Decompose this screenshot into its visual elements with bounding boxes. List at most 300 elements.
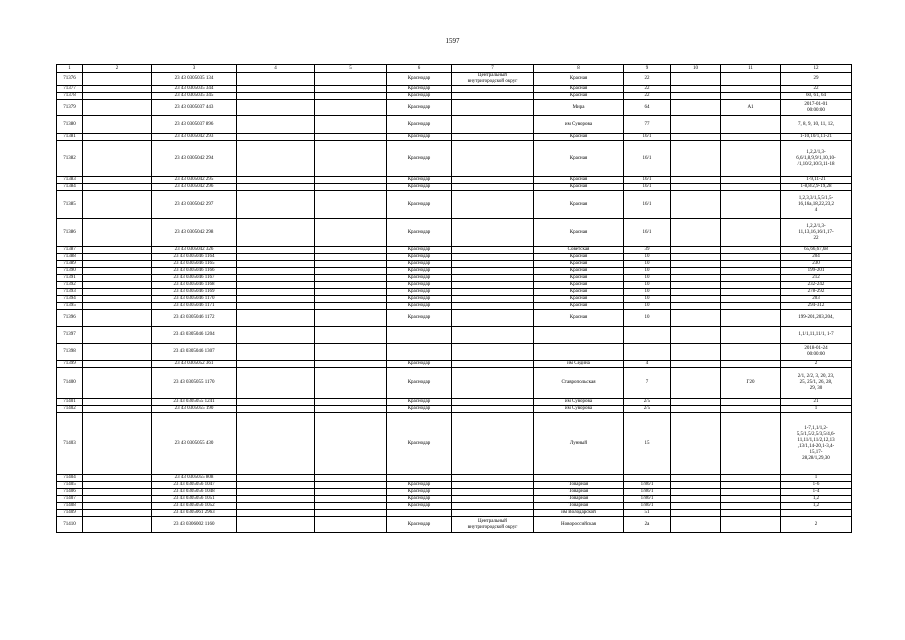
table-cell bbox=[237, 503, 315, 510]
column-header: 5 bbox=[315, 65, 387, 73]
table-cell bbox=[315, 73, 387, 86]
table-cell bbox=[315, 191, 387, 219]
table-cell: Краснодар bbox=[387, 134, 452, 141]
table-cell bbox=[721, 191, 781, 219]
table-cell: 1,2 bbox=[781, 496, 852, 503]
table-cell: Краснодар bbox=[387, 116, 452, 134]
table-cell bbox=[452, 219, 534, 247]
table-cell: 2 bbox=[781, 361, 852, 368]
table-row bbox=[57, 489, 852, 496]
table-cell bbox=[781, 510, 852, 517]
table-cell bbox=[237, 413, 315, 475]
table-cell bbox=[83, 475, 152, 482]
table-cell: 15 bbox=[624, 413, 671, 475]
table-cell: 1,2,2/1,3- 11,13,16,16/1,17- 22 bbox=[781, 219, 852, 247]
table-cell bbox=[315, 100, 387, 116]
table-cell: 65,66,67,68 bbox=[781, 247, 852, 254]
table-row bbox=[57, 184, 852, 191]
column-header: 1 bbox=[57, 65, 83, 73]
table-cell bbox=[83, 100, 152, 116]
table-cell bbox=[452, 86, 534, 93]
table-cell: 10 bbox=[624, 268, 671, 275]
column-header: 10 bbox=[671, 65, 721, 73]
table-cell: Краснодар bbox=[387, 406, 452, 413]
table-cell bbox=[671, 100, 721, 116]
table-cell: 71385 bbox=[57, 191, 83, 219]
table-cell: 23 43 0305046 1167 bbox=[152, 275, 237, 282]
table-cell bbox=[83, 73, 152, 86]
table-cell: Краснодар bbox=[387, 275, 452, 282]
table-cell: 16/1 bbox=[624, 184, 671, 191]
table-cell: 23 43 0305035 345 bbox=[152, 93, 237, 100]
table-cell: 10 bbox=[624, 310, 671, 327]
table-cell bbox=[237, 86, 315, 93]
table-cell: 4 bbox=[624, 361, 671, 368]
table-cell: 1-4 bbox=[781, 489, 852, 496]
table-cell: 294-312 bbox=[781, 303, 852, 310]
table-cell: Красная bbox=[534, 93, 624, 100]
table-cell bbox=[237, 100, 315, 116]
table-cell bbox=[671, 296, 721, 303]
table-row bbox=[57, 86, 852, 93]
table-cell bbox=[315, 368, 387, 399]
table-cell: Краснодар bbox=[387, 517, 452, 533]
table-cell bbox=[671, 406, 721, 413]
table-cell: 71393 bbox=[57, 289, 83, 296]
table-cell: 23 43 0305046 1204 bbox=[152, 327, 237, 344]
table-cell: 71396 bbox=[57, 310, 83, 327]
table-cell: Мира bbox=[534, 100, 624, 116]
table-cell: 71395 bbox=[57, 303, 83, 310]
table-cell bbox=[721, 327, 781, 344]
table-cell bbox=[452, 503, 534, 510]
table-cell bbox=[452, 141, 534, 177]
table-cell bbox=[315, 413, 387, 475]
table-row bbox=[57, 510, 852, 517]
table-cell bbox=[237, 489, 315, 496]
table-cell bbox=[721, 503, 781, 510]
table-cell: 16/1 bbox=[624, 191, 671, 219]
table-cell bbox=[83, 517, 152, 533]
table-cell: 203 bbox=[781, 296, 852, 303]
table-cell: 71397 bbox=[57, 327, 83, 344]
table-cell bbox=[721, 86, 781, 93]
table-cell: А1 bbox=[721, 100, 781, 116]
table-cell: 1/86/1 bbox=[624, 482, 671, 489]
table-cell: Красная bbox=[534, 310, 624, 327]
table-cell: 64 bbox=[624, 100, 671, 116]
table-cell: 71398 bbox=[57, 344, 83, 361]
table-cell bbox=[721, 517, 781, 533]
table-cell bbox=[721, 361, 781, 368]
table-cell bbox=[83, 219, 152, 247]
table-cell: им Суворова bbox=[534, 116, 624, 134]
table-row bbox=[57, 100, 852, 116]
table-cell: 23 43 0305056 1048 bbox=[152, 489, 237, 496]
table-cell bbox=[237, 219, 315, 247]
table-cell: 278-292 bbox=[781, 289, 852, 296]
table-cell bbox=[237, 303, 315, 310]
table-cell bbox=[721, 406, 781, 413]
table-cell bbox=[671, 413, 721, 475]
table-cell: 71379 bbox=[57, 100, 83, 116]
table-cell bbox=[452, 344, 534, 361]
table-cell: 71384 bbox=[57, 184, 83, 191]
table-cell: 77 bbox=[624, 116, 671, 134]
table-cell bbox=[671, 134, 721, 141]
table-cell bbox=[721, 177, 781, 184]
table-cell bbox=[387, 327, 452, 344]
table-cell: 23 43 0305042 297 bbox=[152, 191, 237, 219]
table-cell: 51 bbox=[624, 510, 671, 517]
table-row bbox=[57, 406, 852, 413]
table-cell bbox=[83, 344, 152, 361]
table-cell bbox=[452, 496, 534, 503]
table-cell bbox=[237, 184, 315, 191]
table-cell bbox=[721, 275, 781, 282]
table-cell: 71388 bbox=[57, 254, 83, 261]
table-cell: Красная bbox=[534, 261, 624, 268]
table-cell: 71405 bbox=[57, 482, 83, 489]
table-cell bbox=[315, 406, 387, 413]
table-cell: 1-8,8/2,9-19,28 bbox=[781, 184, 852, 191]
column-header: 3 bbox=[152, 65, 237, 73]
table-cell: 23 43 0305052 361 bbox=[152, 361, 237, 368]
table-cell bbox=[671, 310, 721, 327]
table-cell bbox=[237, 482, 315, 489]
column-header: 2 bbox=[83, 65, 152, 73]
table-row bbox=[57, 296, 852, 303]
table-cell: 71376 bbox=[57, 73, 83, 86]
table-cell bbox=[83, 399, 152, 406]
table-cell bbox=[315, 93, 387, 100]
table-cell bbox=[534, 327, 624, 344]
table-cell: 22 bbox=[624, 73, 671, 86]
table-cell: 10 bbox=[624, 282, 671, 289]
table-row bbox=[57, 482, 852, 489]
table-cell: 1/86/1 bbox=[624, 496, 671, 503]
table-cell bbox=[237, 517, 315, 533]
table-cell: Красная bbox=[534, 296, 624, 303]
table-row bbox=[57, 268, 852, 275]
table-cell: 10 bbox=[624, 254, 671, 261]
table-cell: Центральный внутригородской округ bbox=[452, 517, 534, 533]
table-cell: Краснодар bbox=[387, 503, 452, 510]
table-cell bbox=[671, 482, 721, 489]
table-cell: 1 bbox=[781, 475, 852, 482]
table-cell bbox=[452, 406, 534, 413]
table-cell bbox=[315, 296, 387, 303]
table-cell: 23 43 0305035 344 bbox=[152, 86, 237, 93]
table-cell bbox=[452, 93, 534, 100]
table-cell: 71377 bbox=[57, 86, 83, 93]
table-cell: 71392 bbox=[57, 282, 83, 289]
table-cell bbox=[671, 86, 721, 93]
table-cell bbox=[83, 289, 152, 296]
table-cell: 16/1 bbox=[624, 141, 671, 177]
table-cell bbox=[315, 247, 387, 254]
table-cell: 23 43 0305046 1169 bbox=[152, 289, 237, 296]
table-cell bbox=[315, 289, 387, 296]
table-cell bbox=[452, 184, 534, 191]
table-cell: 21 bbox=[781, 399, 852, 406]
table-cell: Краснодар bbox=[387, 268, 452, 275]
table-cell bbox=[83, 406, 152, 413]
table-cell: Красная bbox=[534, 191, 624, 219]
table-cell bbox=[721, 413, 781, 475]
table-cell: 71391 bbox=[57, 275, 83, 282]
table-cell bbox=[721, 310, 781, 327]
table-cell bbox=[721, 134, 781, 141]
table-cell: Краснодар bbox=[387, 496, 452, 503]
table-row bbox=[57, 116, 852, 134]
table-cell: 10 bbox=[624, 289, 671, 296]
table-cell: 23 43 0305056 1051 bbox=[152, 496, 237, 503]
table-cell: 22 bbox=[781, 86, 852, 93]
table-row bbox=[57, 289, 852, 296]
table-cell: Товарная bbox=[534, 503, 624, 510]
table-cell bbox=[315, 116, 387, 134]
table-cell bbox=[452, 100, 534, 116]
table-cell bbox=[315, 261, 387, 268]
table-cell: 23 43 0305046 1168 bbox=[152, 282, 237, 289]
table-cell: Краснодар bbox=[387, 282, 452, 289]
table-cell bbox=[721, 482, 781, 489]
table-cell bbox=[315, 254, 387, 261]
table-cell: 23 43 0305055 1241 bbox=[152, 399, 237, 406]
table-cell: 71406 bbox=[57, 489, 83, 496]
table-cell bbox=[315, 475, 387, 482]
table-row bbox=[57, 219, 852, 247]
table-row bbox=[57, 275, 852, 282]
table-cell: 29 bbox=[781, 73, 852, 86]
table-cell: им Седина bbox=[534, 361, 624, 368]
table-cell: 71394 bbox=[57, 296, 83, 303]
table-cell bbox=[671, 184, 721, 191]
table-cell bbox=[671, 191, 721, 219]
table-cell bbox=[452, 368, 534, 399]
table-cell bbox=[315, 510, 387, 517]
table-cell bbox=[671, 475, 721, 482]
table-cell: Краснодар bbox=[387, 310, 452, 327]
table-row bbox=[57, 261, 852, 268]
table-cell: Краснодар bbox=[387, 141, 452, 177]
table-cell: 1,2 bbox=[781, 503, 852, 510]
table-cell: Ставропольская bbox=[534, 368, 624, 399]
table-cell: Краснодар bbox=[387, 254, 452, 261]
table-row bbox=[57, 368, 852, 399]
table-cell bbox=[83, 510, 152, 517]
table-cell bbox=[671, 517, 721, 533]
table-cell: 10 bbox=[624, 275, 671, 282]
table-cell: 22 bbox=[624, 86, 671, 93]
table-cell: Красная bbox=[534, 303, 624, 310]
table-cell bbox=[452, 489, 534, 496]
table-row bbox=[57, 517, 852, 533]
table-cell bbox=[83, 361, 152, 368]
table-cell bbox=[452, 475, 534, 482]
table-cell: 199-201 bbox=[781, 268, 852, 275]
table-cell bbox=[83, 141, 152, 177]
table-cell: 1,1/1,11,11/1, 1-7 bbox=[781, 327, 852, 344]
registry-table bbox=[56, 64, 852, 533]
table-cell bbox=[671, 361, 721, 368]
table-cell bbox=[721, 268, 781, 275]
table-cell bbox=[237, 296, 315, 303]
table-cell bbox=[237, 310, 315, 327]
table-cell: 1 bbox=[781, 406, 852, 413]
table-cell bbox=[387, 344, 452, 361]
table-cell bbox=[237, 368, 315, 399]
table-cell: 23 43 0305046 1171 bbox=[152, 303, 237, 310]
table-cell bbox=[315, 219, 387, 247]
table-cell bbox=[315, 184, 387, 191]
table-cell bbox=[721, 219, 781, 247]
table-body bbox=[57, 73, 852, 533]
table-cell: Краснодар bbox=[387, 73, 452, 86]
table-cell: 199-201,203,204, bbox=[781, 310, 852, 327]
table-cell: Красная bbox=[534, 73, 624, 86]
table-row bbox=[57, 254, 852, 261]
header-row bbox=[57, 65, 852, 73]
table-cell bbox=[721, 475, 781, 482]
table-cell: 71407 bbox=[57, 496, 83, 503]
table-cell: Краснодар bbox=[387, 100, 452, 116]
table-cell: Красная bbox=[534, 141, 624, 177]
table-cell bbox=[452, 247, 534, 254]
table-cell bbox=[315, 496, 387, 503]
table-cell: 1/86/1 bbox=[624, 503, 671, 510]
table-row bbox=[57, 399, 852, 406]
table-cell: 23 43 0305042 294 bbox=[152, 141, 237, 177]
table-cell bbox=[721, 399, 781, 406]
table-cell bbox=[452, 268, 534, 275]
table-cell bbox=[721, 289, 781, 296]
table-cell: 2/1, 2/2, 3, 20, 23, 25, 25/1, 26, 28, 29, 30 bbox=[781, 368, 852, 399]
table-cell: 23 43 0305046 1166 bbox=[152, 268, 237, 275]
table-row bbox=[57, 344, 852, 361]
table-cell: Товарная bbox=[534, 496, 624, 503]
column-header: 4 bbox=[237, 65, 315, 73]
table-cell bbox=[671, 219, 721, 247]
table-cell: Красная bbox=[534, 289, 624, 296]
table-cell bbox=[315, 503, 387, 510]
table-row bbox=[57, 177, 852, 184]
table-cell bbox=[237, 247, 315, 254]
table-cell bbox=[671, 489, 721, 496]
table-cell bbox=[315, 489, 387, 496]
table-cell bbox=[237, 261, 315, 268]
column-header: 12 bbox=[781, 65, 852, 73]
table-cell: им Суворова bbox=[534, 399, 624, 406]
table-cell bbox=[721, 116, 781, 134]
table-cell: Краснодар bbox=[387, 289, 452, 296]
table-cell bbox=[237, 141, 315, 177]
table-cell bbox=[237, 406, 315, 413]
table-cell: 23 43 0305042 295 bbox=[152, 177, 237, 184]
column-header: 7 bbox=[452, 65, 534, 73]
table-cell bbox=[624, 344, 671, 361]
table-cell bbox=[83, 116, 152, 134]
table-cell: Красная bbox=[534, 282, 624, 289]
table-cell bbox=[315, 268, 387, 275]
table-cell bbox=[721, 184, 781, 191]
table-cell: Краснодар bbox=[387, 219, 452, 247]
table-cell: 71382 bbox=[57, 141, 83, 177]
table-cell bbox=[721, 296, 781, 303]
table-cell: Красная bbox=[534, 184, 624, 191]
table-cell: Краснодар bbox=[387, 247, 452, 254]
table-cell: Краснодар bbox=[387, 413, 452, 475]
table-cell: 71404 bbox=[57, 475, 83, 482]
table-cell bbox=[237, 268, 315, 275]
table-cell: Красная bbox=[534, 275, 624, 282]
table-cell: 16/1 bbox=[624, 177, 671, 184]
table-cell: 71403 bbox=[57, 413, 83, 475]
table-cell bbox=[315, 482, 387, 489]
table-cell bbox=[83, 275, 152, 282]
table-cell bbox=[237, 510, 315, 517]
table-cell bbox=[721, 73, 781, 86]
table-cell: 71390 bbox=[57, 268, 83, 275]
table-cell bbox=[237, 282, 315, 289]
table-cell bbox=[452, 413, 534, 475]
table-cell: 39 bbox=[624, 247, 671, 254]
page-number: 1597 bbox=[445, 37, 460, 45]
table-cell: 1,2,2/1,3- 6,6/1,8,9,9/1,10,10- /1,10/2,10/3,11-18 bbox=[781, 141, 852, 177]
table-cell bbox=[452, 399, 534, 406]
table-cell bbox=[721, 282, 781, 289]
table-cell: 1/86/1 bbox=[624, 489, 671, 496]
table-cell bbox=[83, 496, 152, 503]
table-cell bbox=[452, 191, 534, 219]
table-row bbox=[57, 413, 852, 475]
table-cell: 23 43 0305037 896 bbox=[152, 116, 237, 134]
table-cell: 10 bbox=[624, 261, 671, 268]
table-cell bbox=[315, 275, 387, 282]
table-cell bbox=[237, 344, 315, 361]
table-cell bbox=[671, 282, 721, 289]
table-cell bbox=[315, 86, 387, 93]
table-cell bbox=[452, 289, 534, 296]
table-cell bbox=[83, 482, 152, 489]
table-cell bbox=[315, 303, 387, 310]
table-cell bbox=[671, 399, 721, 406]
table-cell bbox=[452, 254, 534, 261]
table-cell: 22 bbox=[624, 93, 671, 100]
table-cell: 71400 bbox=[57, 368, 83, 399]
table-cell bbox=[315, 310, 387, 327]
table-cell: 2/5 bbox=[624, 399, 671, 406]
table-cell bbox=[452, 361, 534, 368]
table-cell bbox=[237, 475, 315, 482]
table-cell bbox=[671, 275, 721, 282]
table-cell: 230 bbox=[781, 261, 852, 268]
table-cell: Краснодар bbox=[387, 177, 452, 184]
table-cell: 71378 bbox=[57, 93, 83, 100]
table-cell bbox=[671, 344, 721, 361]
table-cell bbox=[452, 303, 534, 310]
table-cell bbox=[237, 73, 315, 86]
table-cell bbox=[237, 399, 315, 406]
table-cell bbox=[83, 310, 152, 327]
table-cell bbox=[671, 496, 721, 503]
table-cell: 71399 bbox=[57, 361, 83, 368]
table-cell bbox=[83, 503, 152, 510]
table-cell bbox=[315, 361, 387, 368]
table-cell bbox=[83, 86, 152, 93]
table-cell: 23 43 0305046 1172 bbox=[152, 310, 237, 327]
